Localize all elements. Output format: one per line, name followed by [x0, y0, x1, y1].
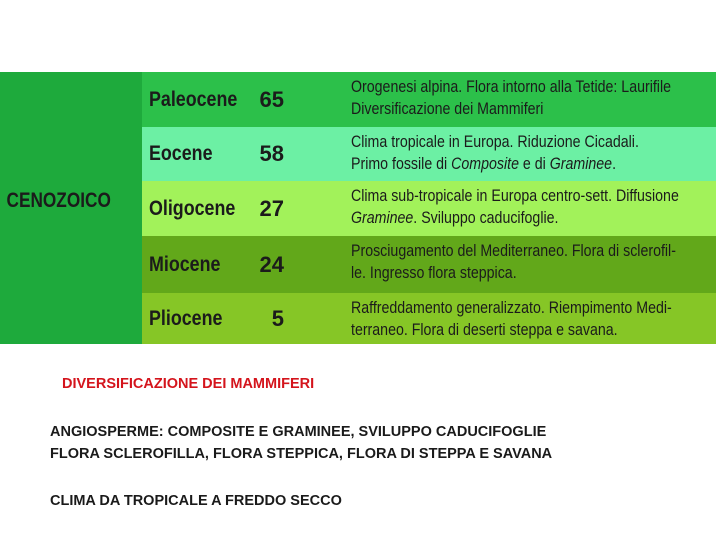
description-line: Prosciugamento del Mediterraneo. Flora di sclerofil- — [351, 242, 676, 260]
epoch-description — [351, 297, 671, 341]
description-line: Raffreddamento generalizzato. Riempimento Medi- — [351, 299, 672, 317]
era-cell — [0, 72, 142, 344]
cenozoic-table — [0, 72, 716, 344]
description-text: . Sviluppo caducifoglie. — [413, 209, 559, 227]
caption-mammals: DIVERSIFICAZIONE DEI MAMMIFERI — [62, 376, 315, 392]
description-line: terraneo. Flora di deserti steppa e savana. — [351, 321, 618, 339]
caption-flora: FLORA SCLEROFILLA, FLORA STEPPICA, FLORA DI STEPPA E SAVANA — [50, 446, 553, 462]
epoch-description — [351, 131, 671, 175]
description-line — [351, 153, 671, 175]
epoch-age: 24 — [259, 251, 284, 277]
caption-angiosperms: ANGIOSPERME: COMPOSITE E GRAMINEE, SVILUPPO CADUCIFOGLIE — [50, 424, 547, 440]
description-italic: Graminee — [351, 209, 414, 227]
table-row — [142, 293, 716, 344]
description-line: Clima sub-tropicale in Europa centro-sett. Diffusione — [351, 187, 679, 205]
description-line: Diversificazione dei Mammiferi — [351, 100, 544, 118]
table-row — [142, 72, 716, 127]
table-row — [142, 236, 716, 293]
caption-climate: CLIMA DA TROPICALE A FREDDO SECCO — [50, 493, 342, 509]
epoch-description — [351, 240, 676, 284]
table-row — [142, 181, 716, 236]
description-line — [351, 207, 671, 229]
table-row — [142, 127, 716, 181]
epoch-name: Miocene — [149, 252, 221, 276]
epoch-name: Eocene — [149, 142, 213, 165]
epoch-description — [351, 185, 679, 229]
epoch-name: Paleocene — [149, 87, 238, 111]
description-text: . — [612, 155, 617, 173]
epoch-age: 5 — [271, 305, 284, 331]
epoch-name: Oligocene — [149, 196, 236, 220]
era-label: CENOZOICO — [6, 189, 111, 212]
description-line: le. Ingresso flora steppica. — [351, 264, 517, 282]
epoch-age: 65 — [259, 86, 284, 112]
description-line: Orogenesi alpina. Flora intorno alla Tetide: Laurifile — [351, 78, 672, 96]
epoch-description — [351, 76, 671, 120]
description-text: e di — [518, 155, 550, 173]
epoch-name: Pliocene — [149, 306, 223, 330]
description-italic: Composite — [451, 155, 519, 173]
description-line: Clima tropicale in Europa. Riduzione Cicadali. — [351, 133, 639, 151]
epoch-age: 58 — [259, 141, 284, 166]
epoch-age: 27 — [259, 195, 284, 221]
description-italic: Graminee — [549, 155, 613, 173]
description-text: Primo fossile di — [351, 155, 452, 173]
